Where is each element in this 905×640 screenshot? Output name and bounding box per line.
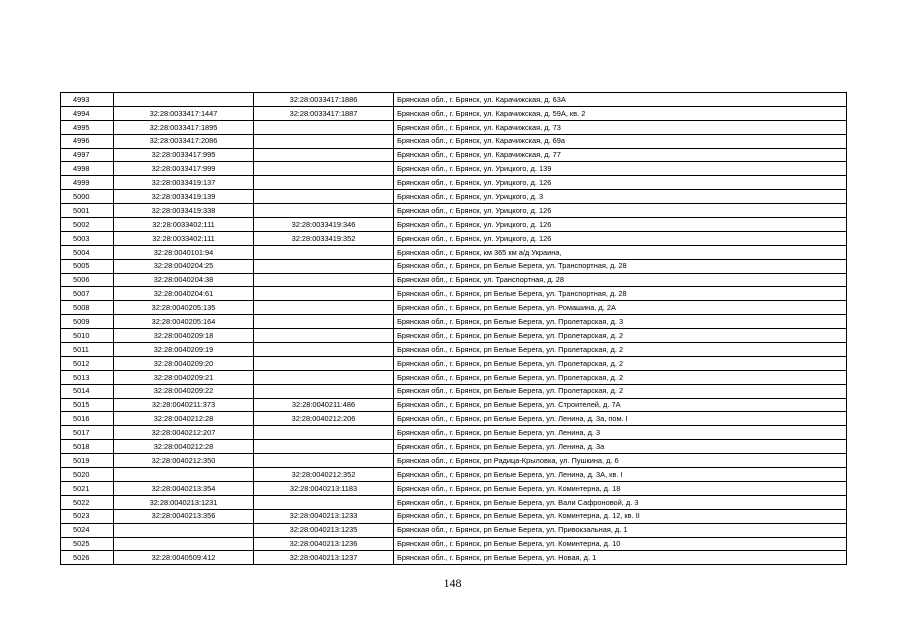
linked-cadastral-number-cell bbox=[254, 176, 394, 190]
address-cell: Брянская обл., г. Брянск, рп Белые Берега, ул. Ленина, д. 3А, кв. I bbox=[394, 468, 847, 482]
row-number-cell: 5025 bbox=[61, 537, 114, 551]
table-row bbox=[61, 301, 847, 315]
row-number-cell: 5015 bbox=[61, 398, 114, 412]
row-number-cell: 5017 bbox=[61, 426, 114, 440]
table-row bbox=[61, 204, 847, 218]
linked-cadastral-number-cell bbox=[254, 190, 394, 204]
address-cell: Брянская обл., г. Брянск, ул. Урицкого, д. 126 bbox=[394, 231, 847, 245]
row-number-cell: 5000 bbox=[61, 190, 114, 204]
linked-cadastral-number-cell bbox=[254, 370, 394, 384]
address-cell: Брянская обл., г. Брянск, рп Белые Берега, ул. Коминтерна, д. 12, кв. II bbox=[394, 509, 847, 523]
table-row bbox=[61, 551, 847, 565]
row-number-cell: 5024 bbox=[61, 523, 114, 537]
table-row bbox=[61, 218, 847, 232]
cadastral-number-cell bbox=[114, 468, 254, 482]
register-table-body bbox=[61, 93, 847, 565]
cadastral-number-cell: 32:28:0040209:19 bbox=[114, 343, 254, 357]
table-row bbox=[61, 509, 847, 523]
row-number-cell: 5011 bbox=[61, 343, 114, 357]
row-number-cell: 5016 bbox=[61, 412, 114, 426]
table-row bbox=[61, 343, 847, 357]
table-row bbox=[61, 537, 847, 551]
table-row bbox=[61, 356, 847, 370]
cadastral-number-cell: 32:28:0040209:21 bbox=[114, 370, 254, 384]
table-row bbox=[61, 134, 847, 148]
row-number-cell: 4998 bbox=[61, 162, 114, 176]
row-number-cell: 5022 bbox=[61, 495, 114, 509]
address-cell: Брянская обл., г. Брянск, ул. Карачижская, д. 69а bbox=[394, 134, 847, 148]
cadastral-number-cell: 32:28:0040211:373 bbox=[114, 398, 254, 412]
table-row bbox=[61, 106, 847, 120]
row-number-cell: 5007 bbox=[61, 287, 114, 301]
row-number-cell: 5004 bbox=[61, 245, 114, 259]
cadastral-number-cell: 32:28:0040205:164 bbox=[114, 315, 254, 329]
cadastral-number-cell: 32:28:0040209:18 bbox=[114, 329, 254, 343]
address-cell: Брянская обл., г. Брянск, ул. Карачижская, д. 73 bbox=[394, 120, 847, 134]
table-row bbox=[61, 176, 847, 190]
linked-cadastral-number-cell: 32:28:0040212:352 bbox=[254, 468, 394, 482]
table-row bbox=[61, 468, 847, 482]
row-number-cell: 5019 bbox=[61, 454, 114, 468]
cadastral-number-cell: 32:28:0040509:412 bbox=[114, 551, 254, 565]
row-number-cell: 5023 bbox=[61, 509, 114, 523]
cadastral-number-cell: 32:28:0040213:1231 bbox=[114, 495, 254, 509]
address-cell: Брянская обл., г. Брянск, рп Белые Берега, ул. Привокзальная, д. 1 bbox=[394, 523, 847, 537]
cadastral-number-cell bbox=[114, 93, 254, 107]
table-row bbox=[61, 495, 847, 509]
address-cell: Брянская обл., г. Брянск, ул. Урицкого, д. 126 bbox=[394, 176, 847, 190]
linked-cadastral-number-cell: 32:28:0033419:346 bbox=[254, 218, 394, 232]
table-row bbox=[61, 120, 847, 134]
address-cell: Брянская обл., г. Брянск, рп Белые Берега, ул. Пролетарская, д. 2 bbox=[394, 384, 847, 398]
cadastral-number-cell: 32:28:0033402:111 bbox=[114, 218, 254, 232]
cadastral-number-cell: 32:28:0033419:338 bbox=[114, 204, 254, 218]
linked-cadastral-number-cell bbox=[254, 162, 394, 176]
cadastral-number-cell: 32:28:0040205:135 bbox=[114, 301, 254, 315]
address-cell: Брянская обл., г. Брянск, ул. Урицкого, д. 126 bbox=[394, 204, 847, 218]
cadastral-number-cell: 32:28:0033417:999 bbox=[114, 162, 254, 176]
row-number-cell: 4993 bbox=[61, 93, 114, 107]
address-cell: Брянская обл., г. Брянск, рп Белые Берега, ул. Ленина, д. 3а, пом. I bbox=[394, 412, 847, 426]
table-row bbox=[61, 440, 847, 454]
row-number-cell: 5002 bbox=[61, 218, 114, 232]
row-number-cell: 4995 bbox=[61, 120, 114, 134]
linked-cadastral-number-cell: 32:28:0033417:1887 bbox=[254, 106, 394, 120]
cadastral-number-cell: 32:28:0033417:1447 bbox=[114, 106, 254, 120]
linked-cadastral-number-cell bbox=[254, 204, 394, 218]
address-cell: Брянская обл., г. Брянск, км 365 км а/д Украина, bbox=[394, 245, 847, 259]
row-number-cell: 5003 bbox=[61, 231, 114, 245]
linked-cadastral-number-cell: 32:28:0040213:1237 bbox=[254, 551, 394, 565]
row-number-cell: 4999 bbox=[61, 176, 114, 190]
address-cell: Брянская обл., г. Брянск, ул. Урицкого, д. 3 bbox=[394, 190, 847, 204]
row-number-cell: 4997 bbox=[61, 148, 114, 162]
cadastral-number-cell: 32:28:0040212:28 bbox=[114, 440, 254, 454]
address-cell: Брянская обл., г. Брянск, рп Белые Берега, ул. Пролетарская, д. 2 bbox=[394, 343, 847, 357]
cadastral-number-cell bbox=[114, 537, 254, 551]
row-number-cell: 5014 bbox=[61, 384, 114, 398]
page-number: 148 bbox=[443, 576, 462, 590]
linked-cadastral-number-cell bbox=[254, 245, 394, 259]
cadastral-number-cell: 32:28:0040212:28 bbox=[114, 412, 254, 426]
row-number-cell: 5026 bbox=[61, 551, 114, 565]
table-row bbox=[61, 384, 847, 398]
row-number-cell: 5008 bbox=[61, 301, 114, 315]
cadastral-number-cell: 32:28:0040101:94 bbox=[114, 245, 254, 259]
row-number-cell: 4994 bbox=[61, 106, 114, 120]
cadastral-number-cell: 32:28:0040209:20 bbox=[114, 356, 254, 370]
address-cell: Брянская обл., г. Брянск, рп Белые Берега, ул. Коминтерна, д. 10 bbox=[394, 537, 847, 551]
linked-cadastral-number-cell: 32:28:0033419:352 bbox=[254, 231, 394, 245]
table-row bbox=[61, 190, 847, 204]
cadastral-number-cell: 32:28:0040213:354 bbox=[114, 481, 254, 495]
linked-cadastral-number-cell bbox=[254, 356, 394, 370]
row-number-cell: 4996 bbox=[61, 134, 114, 148]
cadastral-number-cell: 32:28:0033419:139 bbox=[114, 190, 254, 204]
row-number-cell: 5013 bbox=[61, 370, 114, 384]
row-number-cell: 5006 bbox=[61, 273, 114, 287]
linked-cadastral-number-cell bbox=[254, 315, 394, 329]
linked-cadastral-number-cell bbox=[254, 495, 394, 509]
row-number-cell: 5021 bbox=[61, 481, 114, 495]
row-number-cell: 5009 bbox=[61, 315, 114, 329]
linked-cadastral-number-cell bbox=[254, 454, 394, 468]
address-cell: Брянская обл., г. Брянск, ул. Транспортная, д. 28 bbox=[394, 273, 847, 287]
address-cell: Брянская обл., г. Брянск, рп Белые Берега, ул. Ленина, д. 3 bbox=[394, 426, 847, 440]
linked-cadastral-number-cell bbox=[254, 440, 394, 454]
linked-cadastral-number-cell bbox=[254, 301, 394, 315]
address-cell: Брянская обл., г. Брянск, рп Белые Берега, ул. Ромашина, д. 2А bbox=[394, 301, 847, 315]
linked-cadastral-number-cell: 32:28:0040211:486 bbox=[254, 398, 394, 412]
table-row bbox=[61, 481, 847, 495]
address-cell: Брянская обл., г. Брянск, рп Белые Берега, ул. Пролетарская, д. 2 bbox=[394, 329, 847, 343]
linked-cadastral-number-cell: 32:28:0040213:1236 bbox=[254, 537, 394, 551]
table-row bbox=[61, 148, 847, 162]
linked-cadastral-number-cell: 32:28:0040213:1235 bbox=[254, 523, 394, 537]
table-row bbox=[61, 426, 847, 440]
cadastral-number-cell: 32:28:0040204:38 bbox=[114, 273, 254, 287]
cadastral-number-cell: 32:28:0033417:1895 bbox=[114, 120, 254, 134]
linked-cadastral-number-cell bbox=[254, 148, 394, 162]
row-number-cell: 5012 bbox=[61, 356, 114, 370]
address-cell: Брянская обл., г. Брянск, ул. Урицкого, д. 139 bbox=[394, 162, 847, 176]
address-cell: Брянская обл., г. Брянск, рп Белые Берега, ул. Транспортная, д. 28 bbox=[394, 259, 847, 273]
linked-cadastral-number-cell: 32:28:0040212:206 bbox=[254, 412, 394, 426]
cadastral-number-cell: 32:28:0040204:61 bbox=[114, 287, 254, 301]
address-cell: Брянская обл., г. Брянск, рп Белые Берега, ул. Новая, д. 1 bbox=[394, 551, 847, 565]
table-row bbox=[61, 273, 847, 287]
address-cell: Брянская обл., г. Брянск, ул. Карачижская, д. 59А, кв. 2 bbox=[394, 106, 847, 120]
table-row bbox=[61, 398, 847, 412]
cadastral-number-cell: 32:28:0033417:995 bbox=[114, 148, 254, 162]
linked-cadastral-number-cell bbox=[254, 273, 394, 287]
table-row bbox=[61, 454, 847, 468]
address-cell: Брянская обл., г. Брянск, ул. Карачижская, д. 77 bbox=[394, 148, 847, 162]
cadastral-number-cell: 32:28:0040204:25 bbox=[114, 259, 254, 273]
address-cell: Брянская обл., г. Брянск, рп Белые Берега, ул. Коминтерна, д. 18 bbox=[394, 481, 847, 495]
table-row bbox=[61, 370, 847, 384]
linked-cadastral-number-cell: 32:28:0040213:1233 bbox=[254, 509, 394, 523]
linked-cadastral-number-cell bbox=[254, 259, 394, 273]
table-row bbox=[61, 231, 847, 245]
cadastral-number-cell: 32:28:0033402:111 bbox=[114, 231, 254, 245]
cadastral-number-cell: 32:28:0040212:207 bbox=[114, 426, 254, 440]
linked-cadastral-number-cell bbox=[254, 343, 394, 357]
cadastral-number-cell: 32:28:0033417:2086 bbox=[114, 134, 254, 148]
cadastral-number-cell bbox=[114, 523, 254, 537]
row-number-cell: 5018 bbox=[61, 440, 114, 454]
table-row bbox=[61, 259, 847, 273]
cadastral-number-cell: 32:28:0033419:137 bbox=[114, 176, 254, 190]
row-number-cell: 5001 bbox=[61, 204, 114, 218]
address-cell: Брянская обл., г. Брянск, ул. Урицкого, д. 126 bbox=[394, 218, 847, 232]
cadastral-number-cell: 32:28:0040209:22 bbox=[114, 384, 254, 398]
linked-cadastral-number-cell bbox=[254, 426, 394, 440]
linked-cadastral-number-cell bbox=[254, 384, 394, 398]
linked-cadastral-number-cell bbox=[254, 287, 394, 301]
linked-cadastral-number-cell: 32:28:0033417:1886 bbox=[254, 93, 394, 107]
table-row bbox=[61, 245, 847, 259]
table-row bbox=[61, 329, 847, 343]
address-cell: Брянская обл., г. Брянск, рп Радица-Крыловка, ул. Пушкина, д. 6 bbox=[394, 454, 847, 468]
linked-cadastral-number-cell: 32:28:0040213:1183 bbox=[254, 481, 394, 495]
table-row bbox=[61, 315, 847, 329]
table-row bbox=[61, 523, 847, 537]
table-row bbox=[61, 287, 847, 301]
address-cell: Брянская обл., г. Брянск, рп Белые Берега, ул. Транспортная, д. 28 bbox=[394, 287, 847, 301]
address-cell: Брянская обл., г. Брянск, рп Белые Берега, ул. Строителей, д. 7А bbox=[394, 398, 847, 412]
address-cell: Брянская обл., г. Брянск, рп Белые Берега, ул. Пролетарская, д. 2 bbox=[394, 356, 847, 370]
address-cell: Брянская обл., г. Брянск, рп Белые Берега, ул. Пролетарская, д. 2 bbox=[394, 370, 847, 384]
table-row bbox=[61, 162, 847, 176]
property-register-table bbox=[60, 92, 847, 565]
linked-cadastral-number-cell bbox=[254, 329, 394, 343]
row-number-cell: 5020 bbox=[61, 468, 114, 482]
address-cell: Брянская обл., г. Брянск, рп Белые Берега, ул. Пролетарская, д. 3 bbox=[394, 315, 847, 329]
row-number-cell: 5005 bbox=[61, 259, 114, 273]
address-cell: Брянская обл., г. Брянск, рп Белые Берега, ул. Вали Сафроновой, д. 3 bbox=[394, 495, 847, 509]
address-cell: Брянская обл., г. Брянск, ул. Карачижская, д. 63А bbox=[394, 93, 847, 107]
address-cell: Брянская обл., г. Брянск, рп Белые Берега, ул. Ленина, д. 3а bbox=[394, 440, 847, 454]
cadastral-number-cell: 32:28:0040213:356 bbox=[114, 509, 254, 523]
cadastral-number-cell: 32:28:0040212:350 bbox=[114, 454, 254, 468]
table-row bbox=[61, 93, 847, 107]
table-row bbox=[61, 412, 847, 426]
row-number-cell: 5010 bbox=[61, 329, 114, 343]
linked-cadastral-number-cell bbox=[254, 120, 394, 134]
linked-cadastral-number-cell bbox=[254, 134, 394, 148]
